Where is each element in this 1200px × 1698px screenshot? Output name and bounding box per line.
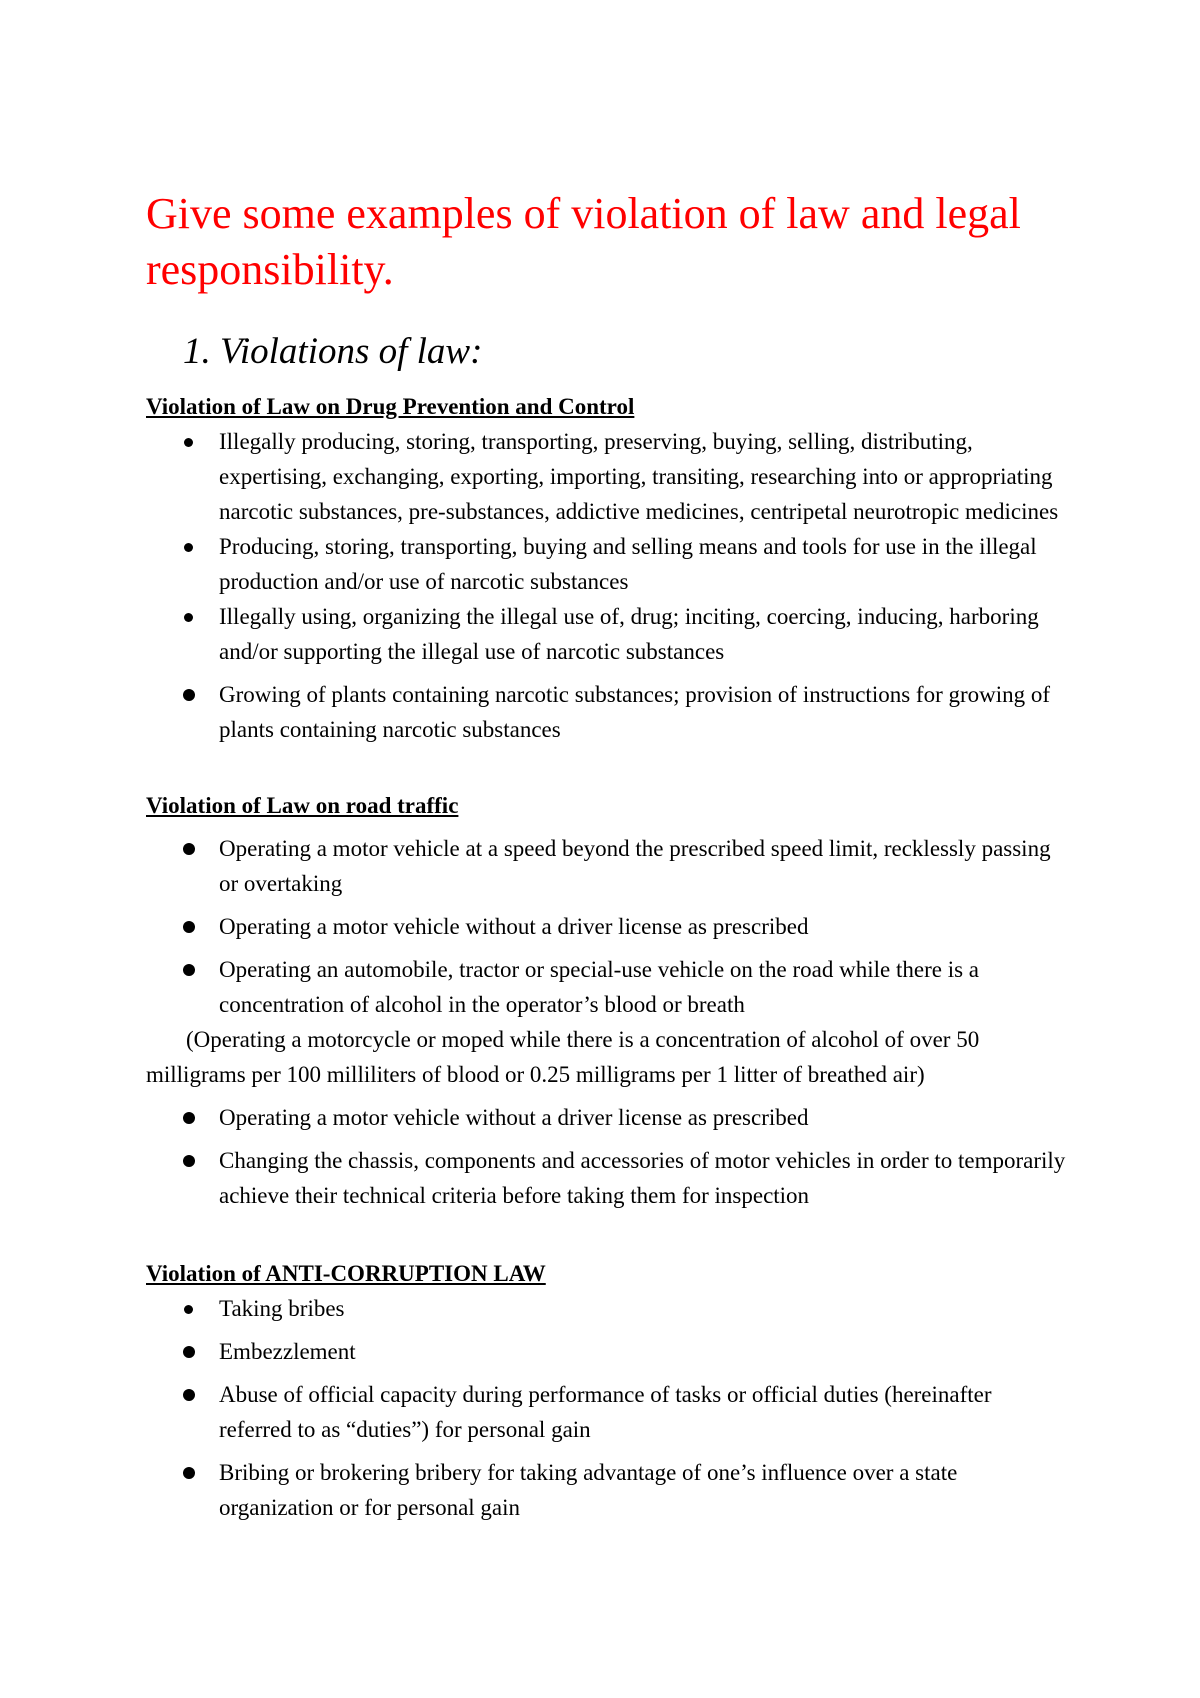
bullet-icon [183, 964, 195, 976]
list-item-text: Bribing or brokering bribery for taking advantage of one’s influence over a state organization or for personal gain [219, 1460, 958, 1520]
bullet-icon [183, 843, 195, 855]
bullet-icon [183, 689, 195, 701]
list-item-text: Growing of plants containing narcotic substances; provision of instructions for growing of plants containing narcotic substances [219, 682, 1051, 742]
list-item [146, 424, 1066, 529]
list-item-text: Embezzlement [219, 1339, 356, 1364]
list-item-text: Abuse of official capacity during performance of tasks or official duties (hereinafter referred to as “duties”) for personal gain [219, 1382, 992, 1442]
drug-section-heading: Violation of Law on Drug Prevention and Control [146, 394, 635, 419]
bullet-icon [183, 1467, 195, 1479]
drug-section [146, 389, 1066, 747]
traffic-section [146, 788, 1066, 1213]
list-item-text: Changing the chassis, components and accessories of motor vehicles in order to temporarily achieve their technical criteria before taking them for inspection [219, 1148, 1066, 1208]
drug-section-list [146, 424, 1066, 747]
section-heading-violations: 1. Violations of law: [183, 331, 483, 372]
bullet-icon [183, 1346, 195, 1358]
bullet-icon [183, 1155, 195, 1167]
list-item [146, 677, 1066, 747]
bullet-icon [183, 1112, 195, 1124]
list-item [146, 952, 1066, 1022]
list-item-text: Illegally using, organizing the illegal use of, drug; inciting, coercing, inducing, harboring and/or supporting the illegal use of narcotic substances [219, 604, 1039, 664]
traffic-section-heading: Violation of Law on road traffic [146, 793, 459, 818]
list-item-text: Operating a motor vehicle without a driver license as prescribed [219, 914, 809, 939]
anticorruption-section-heading: Violation of ANTI-CORRUPTION LAW [146, 1261, 546, 1286]
document-title: Give some examples of violation of law and legal responsibility. [146, 189, 1021, 294]
list-item [146, 529, 1066, 599]
list-item [146, 831, 1066, 901]
list-item-text: Taking bribes [219, 1296, 345, 1321]
list-item [146, 1291, 1066, 1326]
list-item [146, 1143, 1066, 1213]
list-item-text: Operating an automobile, tractor or special-use vehicle on the road while there is a concentration of alcohol in the operator’s blood or breath [219, 957, 979, 1017]
bullet-icon [184, 543, 193, 552]
bullet-icon [184, 1305, 193, 1314]
bullet-icon [184, 613, 193, 622]
anticorruption-section [146, 1256, 1066, 1525]
bullet-icon [183, 1389, 195, 1401]
bullet-icon [183, 921, 195, 933]
traffic-section-list-continued [146, 1100, 1066, 1213]
list-item-text: Operating a motor vehicle at a speed beyond the prescribed speed limit, recklessly passing or overtaking [219, 836, 1051, 896]
traffic-note: (Operating a motorcycle or moped while there is a concentration of alcohol of over 50 milligrams per 100 milliliters of blood or 0.25 milligrams per 1 litter of breathed air) [146, 1027, 980, 1087]
list-item [146, 1334, 1066, 1369]
list-item-text: Operating a motor vehicle without a driver license as prescribed [219, 1105, 809, 1130]
list-item-text: Producing, storing, transporting, buying and selling means and tools for use in the illegal production and/or use of narcotic substances [219, 534, 1037, 594]
list-item-text: Illegally producing, storing, transporting, preserving, buying, selling, distributing, expertising, exchanging, exporting, importing, transiting, researching into or appropriating narcotic substances, pre-substances, addictive medicines, centripetal neurotropic medicines [219, 429, 1059, 524]
list-item [146, 1455, 1066, 1525]
list-item [146, 1377, 1066, 1447]
bullet-icon [184, 438, 193, 447]
list-item [146, 1100, 1066, 1135]
anticorruption-section-list [146, 1291, 1066, 1525]
list-item [146, 909, 1066, 944]
list-item [146, 599, 1066, 669]
traffic-section-list [146, 831, 1066, 1022]
